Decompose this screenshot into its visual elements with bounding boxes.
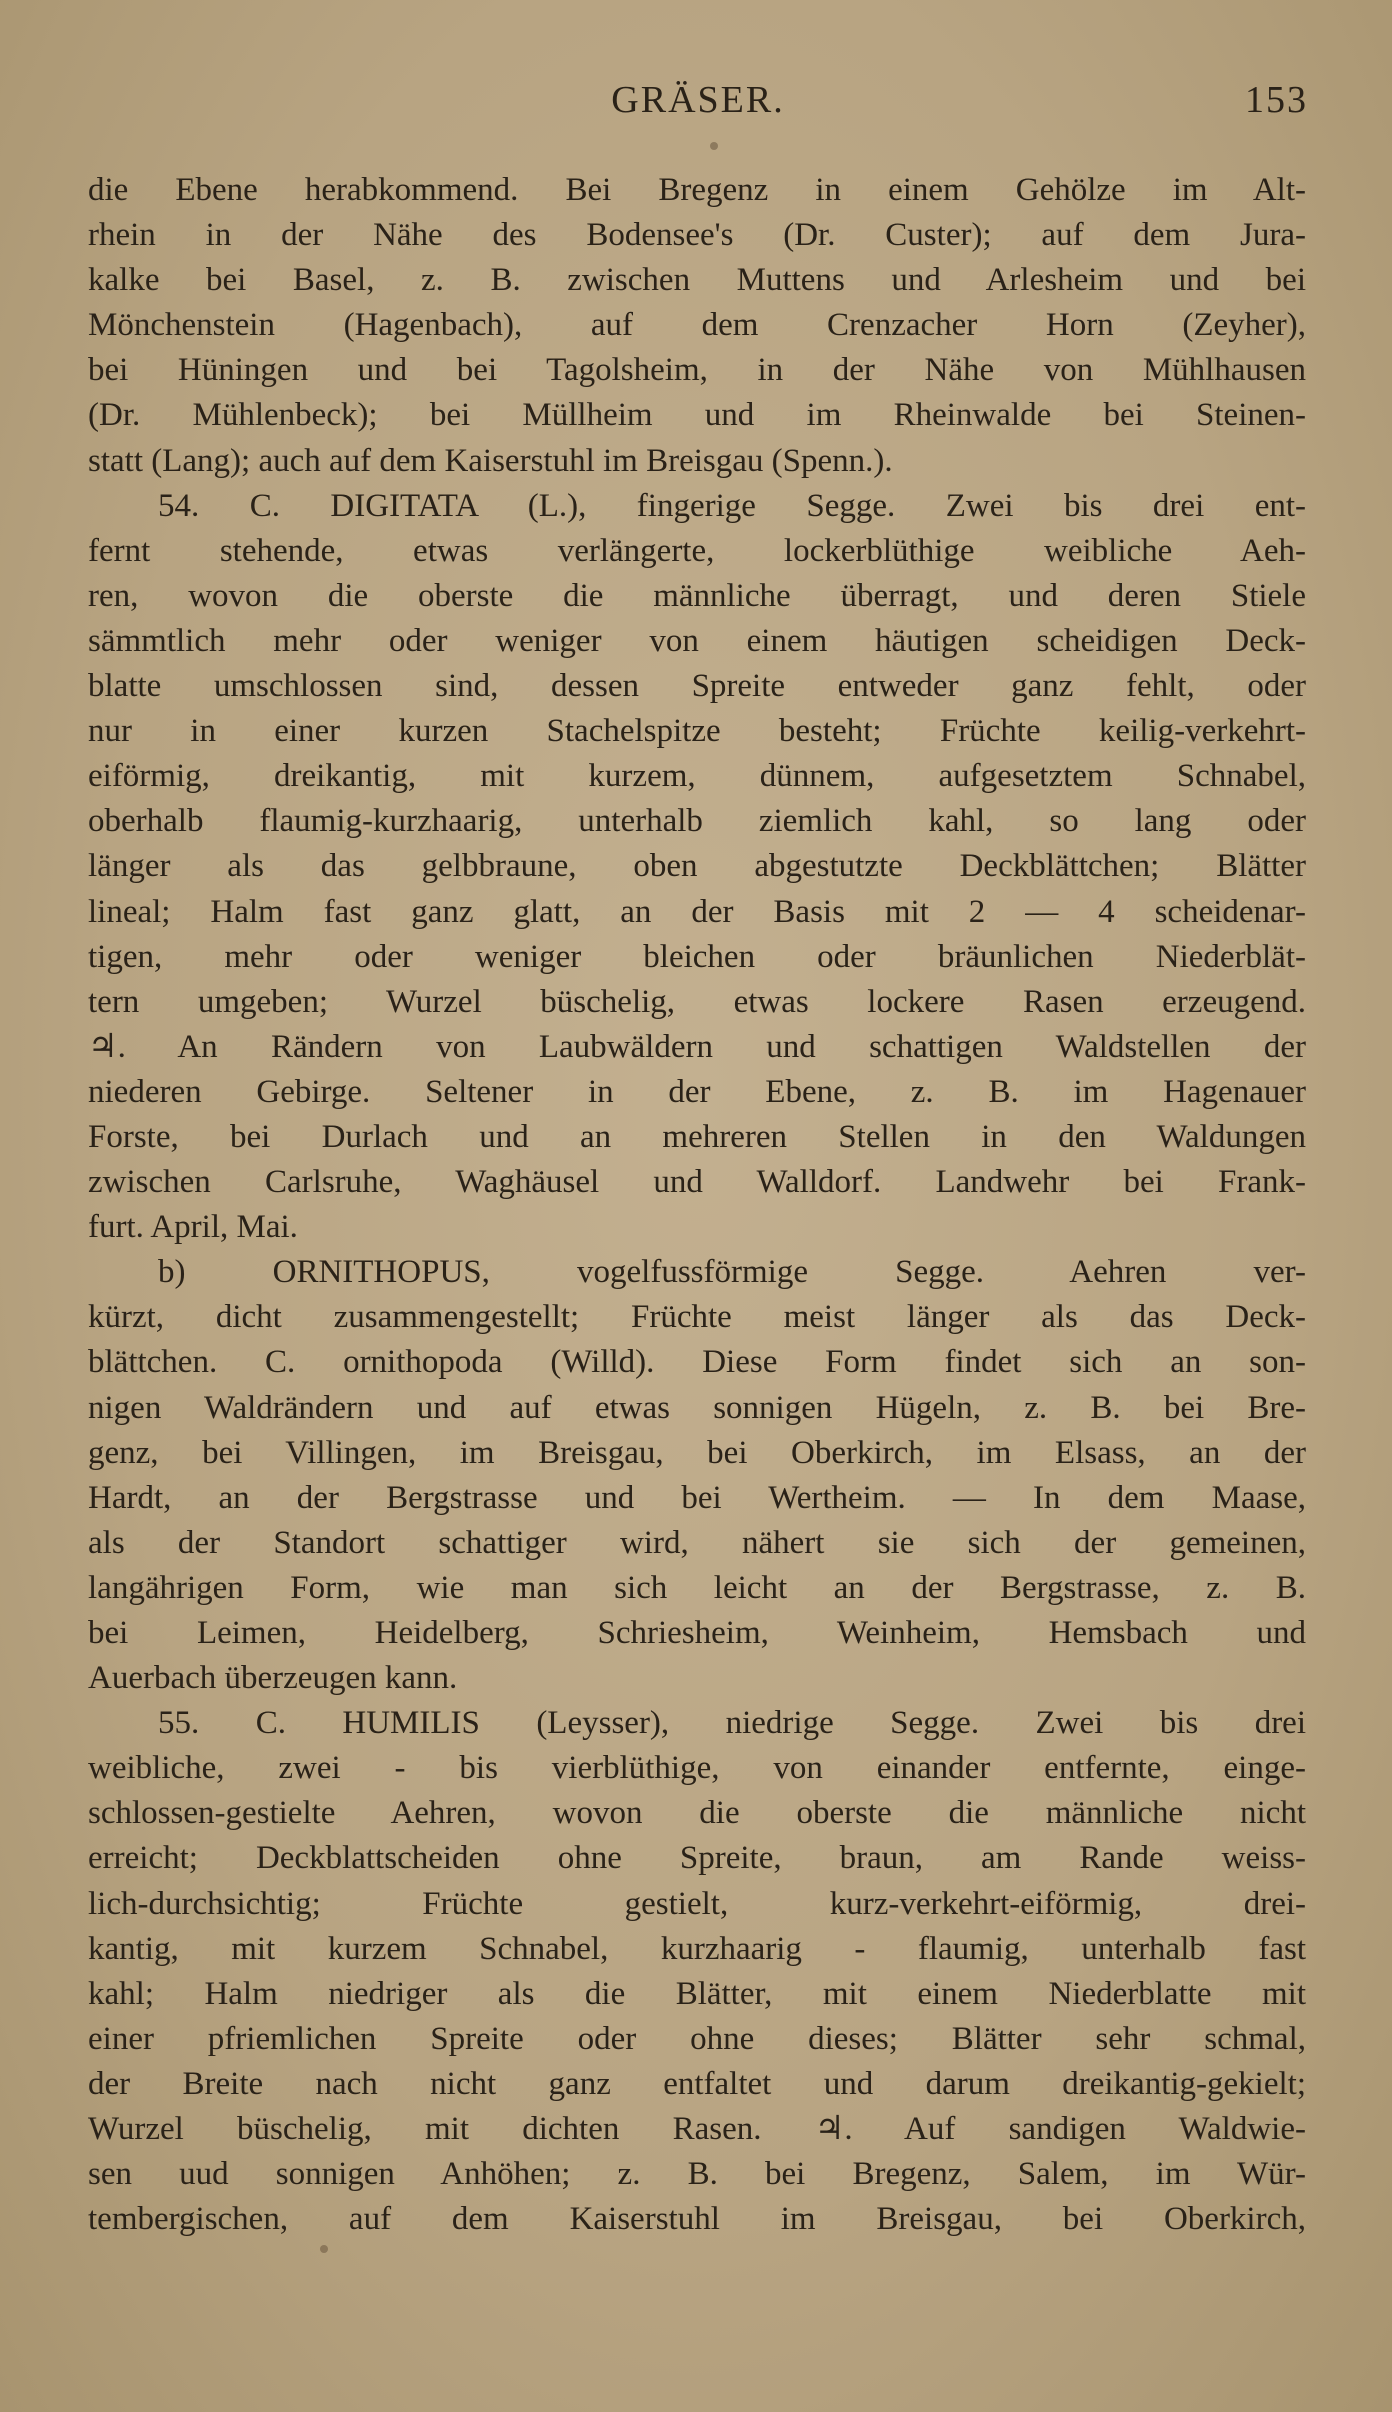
text-line: (Dr. Mühlenbeck); bei Müllheim und im Rheinwalde bei Steinen- <box>88 397 1306 434</box>
text-line: Wurzel büschelig, mit dichten Rasen. ♃. Auf sandigen Waldwie- <box>88 2111 1306 2148</box>
text-line: tembergischen, auf dem Kaiserstuhl im Breisgau, bei Oberkirch, <box>88 2201 1306 2238</box>
text-line: Mönchenstein (Hagenbach), auf dem Crenzacher Horn (Zeyher), <box>88 307 1306 344</box>
text-line: tigen, mehr oder weniger bleichen oder bräunlichen Niederblät- <box>88 938 1306 975</box>
text-line: furt. April, Mai. <box>88 1209 298 1246</box>
text-line: ♃. An Rändern von Laubwäldern und schattigen Waldstellen der <box>88 1028 1306 1065</box>
text-line: rhein in der Nähe des Bodensee's (Dr. Custer); auf dem Jura- <box>88 217 1306 254</box>
text-line: als der Standort schattiger wird, nähert sie sich der gemeinen, <box>88 1524 1306 1561</box>
text-line: oberhalb flaumig-kurzhaarig, unterhalb ziemlich kahl, so lang oder <box>88 803 1306 840</box>
text-line: Forste, bei Durlach und an mehreren Stellen in den Waldungen <box>88 1118 1306 1155</box>
text-line: zwischen Carlsruhe, Waghäusel und Walldorf. Landwehr bei Frank- <box>88 1164 1306 1201</box>
text-line: ren, wovon die oberste die männliche überragt, und deren Stiele <box>88 577 1306 614</box>
text-line: eiförmig, dreikantig, mit kurzem, dünnem, aufgesetztem Schnabel, <box>88 758 1306 795</box>
text-line: nur in einer kurzen Stachelspitze besteht; Früchte keilig-verkehrt- <box>88 713 1306 750</box>
text-line: bei Hüningen und bei Tagolsheim, in der Nähe von Mühlhausen <box>88 352 1306 389</box>
text-line: länger als das gelbbraune, oben abgestutzte Deckblättchen; Blätter <box>88 848 1306 885</box>
text-line: die Ebene herabkommend. Bei Bregenz in einem Gehölze im Alt- <box>88 172 1306 208</box>
text-line: tern umgeben; Wurzel büschelig, etwas lockere Rasen erzeugend. <box>88 983 1306 1020</box>
text-line: kürzt, dicht zusammengestellt; Früchte meist länger als das Deck- <box>88 1299 1306 1336</box>
text-line: weibliche, zwei - bis vierblüthige, von einander entfernte, einge- <box>88 1750 1306 1787</box>
text-line: sämmtlich mehr oder weniger von einem häutigen scheidigen Deck- <box>88 622 1306 659</box>
paper-speck <box>710 142 718 150</box>
text-line: fernt stehende, etwas verlängerte, lockerblüthige weibliche Aeh- <box>88 532 1306 569</box>
paper-speck <box>320 2245 328 2253</box>
text-line: sen uud sonnigen Anhöhen; z. B. bei Bregenz, Salem, im Wür- <box>88 2156 1306 2193</box>
page-number: 153 <box>1245 79 1308 121</box>
text-line: bei Leimen, Heidelberg, Schriesheim, Weinheim, Hemsbach und <box>88 1615 1306 1651</box>
entry-55-heading: 55. C. HUMILIS (Leysser), niedrige Segge. Zwei bis drei <box>158 1705 1306 1742</box>
text-line: statt (Lang); auch auf dem Kaiserstuhl im Breisgau (Spenn.). <box>88 442 893 479</box>
text-line: erreicht; Deckblattscheiden ohne Spreite, braun, am Rande weiss- <box>88 1840 1306 1877</box>
text-line: kahl; Halm niedriger als die Blätter, mit einem Niederblatte mit <box>88 1975 1306 2012</box>
text-line: schlossen-gestielte Aehren, wovon die oberste die männliche nicht <box>88 1795 1306 1832</box>
page-title: GRÄSER. <box>611 79 785 121</box>
text-line: lich-durchsichtig; Früchte gestielt, kurz-verkehrt-eiförmig, drei- <box>88 1885 1306 1922</box>
running-header <box>88 78 1308 128</box>
text-line: Hardt, an der Bergstrasse und bei Wertheim. — In dem Maase, <box>88 1479 1306 1516</box>
entry-54-heading: 54. C. DIGITATA (L.), fingerige Segge. Zwei bis drei ent- <box>158 487 1306 524</box>
entry-b-heading: b) ORNITHOPUS, vogelfussförmige Segge. Aehren ver- <box>158 1254 1306 1291</box>
text-line: genz, bei Villingen, im Breisgau, bei Oberkirch, im Elsass, an der <box>88 1434 1306 1471</box>
text-line: niederen Gebirge. Seltener in der Ebene, z. B. im Hagenauer <box>88 1073 1306 1110</box>
text-line: langährigen Form, wie man sich leicht an der Bergstrasse, z. B. <box>88 1569 1306 1606</box>
text-line: kalke bei Basel, z. B. zwischen Muttens und Arlesheim und bei <box>88 262 1306 299</box>
text-line: blatte umschlossen sind, dessen Spreite entweder ganz fehlt, oder <box>88 668 1306 705</box>
text-line: Auerbach überzeugen kann. <box>88 1660 458 1697</box>
text-line: nigen Waldrändern und auf etwas sonnigen Hügeln, z. B. bei Bre- <box>88 1389 1306 1426</box>
text-line: blättchen. C. ornithopoda (Willd). Diese Form findet sich an son- <box>88 1344 1306 1381</box>
body-text <box>88 168 1306 2242</box>
text-line: einer pfriemlichen Spreite oder ohne dieses; Blätter sehr schmal, <box>88 2020 1306 2057</box>
text-line: lineal; Halm fast ganz glatt, an der Basis mit 2 — 4 scheidenar- <box>88 893 1306 930</box>
text-line: kantig, mit kurzem Schnabel, kurzhaarig - flaumig, unterhalb fast <box>88 1930 1306 1967</box>
text-line: der Breite nach nicht ganz entfaltet und darum dreikantig-gekielt; <box>88 2065 1306 2102</box>
